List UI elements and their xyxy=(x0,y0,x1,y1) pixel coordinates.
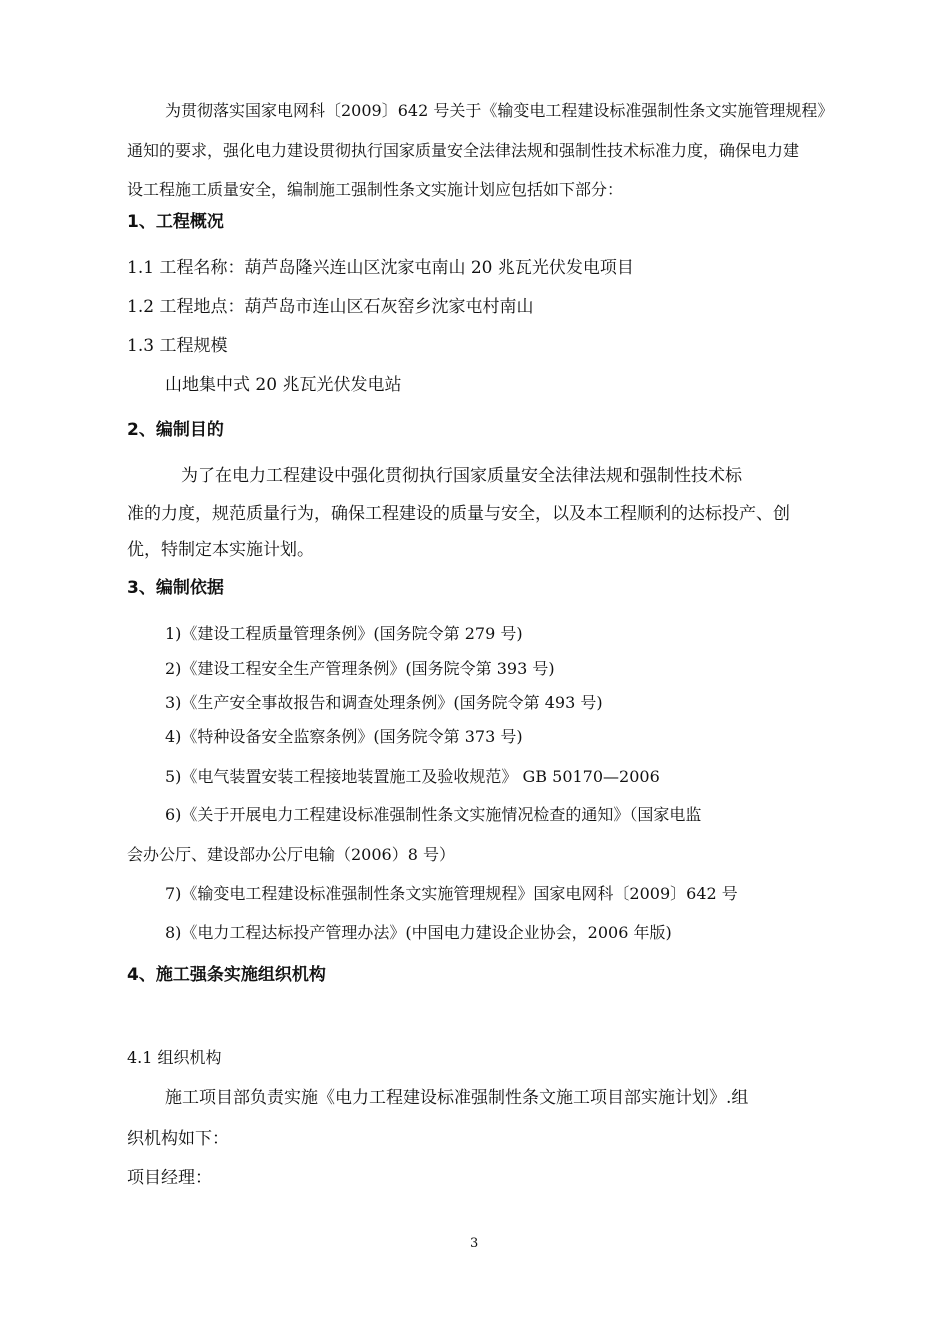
basis-item: 4)《特种设备安全监察条例》(国务院令第 373 号) xyxy=(165,727,523,746)
basis-item: 1)《建设工程质量管理条例》(国务院令第 279 号) xyxy=(165,624,523,643)
basis-item: 5)《电气装置安装工程接地装置施工及验收规范》 GB 50170—2006 xyxy=(165,767,660,786)
project-location: 1.2 工程地点：葫芦岛市连山区石灰窑乡沈家屯村南山 xyxy=(127,297,534,317)
project-name: 1.1 工程名称：葫芦岛隆兴连山区沈家屯南山 20 兆瓦光伏发电项目 xyxy=(127,258,634,278)
section-1-heading: 1、工程概况 xyxy=(127,212,224,232)
basis-item: 8)《电力工程达标投产管理办法》(中国电力建设企业协会，2006 年版) xyxy=(165,923,672,942)
project-manager-label: 项目经理： xyxy=(127,1168,212,1188)
org-line-1: 施工项目部负责实施《电力工程建设标准强制性条文施工项目部实施计划》.组 xyxy=(165,1088,749,1108)
basis-item: 3)《生产安全事故报告和调查处理条例》(国务院令第 493 号) xyxy=(165,693,603,712)
section-4-sub-heading: 4.1 组织机构 xyxy=(127,1048,222,1067)
basis-item-continued: 会办公厅、建设部办公厅电输（2006）8 号） xyxy=(127,845,455,864)
section-3-heading: 3、编制依据 xyxy=(127,578,224,598)
purpose-line-2: 准的力度，规范质量行为，确保工程建设的质量与安全，以及本工程顺利的达标投产、创 xyxy=(127,504,790,524)
project-scale-label: 1.3 工程规模 xyxy=(127,336,228,356)
basis-item: 2)《建设工程安全生产管理条例》(国务院令第 393 号) xyxy=(165,659,555,678)
project-scale-value: 山地集中式 20 兆瓦光伏发电站 xyxy=(165,375,402,395)
basis-item: 7)《输变电工程建设标准强制性条文实施管理规程》国家电网科〔2009〕642 号 xyxy=(165,884,738,903)
purpose-line-1: 为了在电力工程建设中强化贯彻执行国家质量安全法律法规和强制性技术标 xyxy=(181,466,742,486)
intro-line-2: 通知的要求，强化电力建设贯彻执行国家质量安全法律法规和强制性技术标准力度，确保电力建 xyxy=(127,141,800,160)
basis-item: 6)《关于开展电力工程建设标准强制性条文实施情况检查的通知》（国家电监 xyxy=(165,805,702,824)
section-4-heading: 4、施工强条实施组织机构 xyxy=(127,965,326,985)
purpose-line-3: 优，特制定本实施计划。 xyxy=(127,540,314,560)
intro-line-1: 为贯彻落实国家电网科〔2009〕642 号关于《输变电工程建设标准强制性条文实施管理规程》 xyxy=(165,101,834,120)
page-number: 3 xyxy=(470,1236,479,1251)
section-2-heading: 2、编制目的 xyxy=(127,420,224,440)
intro-line-3: 设工程施工质量安全，编制施工强制性条文实施计划应包括如下部分： xyxy=(127,180,624,199)
org-line-2: 织机构如下： xyxy=(127,1129,229,1149)
